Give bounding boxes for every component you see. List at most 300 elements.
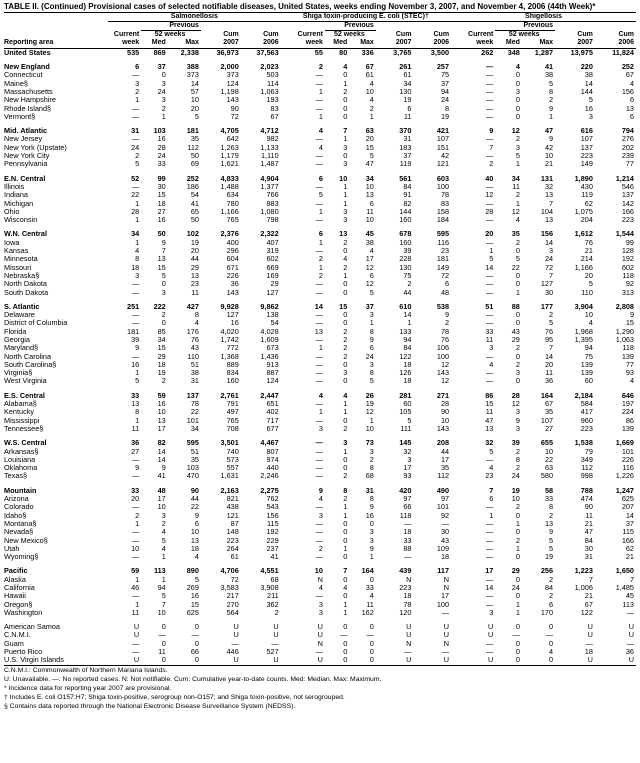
value-cell: —	[158, 631, 166, 640]
value-cell: 13	[131, 400, 140, 409]
value-cell: 18	[403, 360, 412, 369]
value-cell: —	[486, 600, 494, 609]
reporting-area-cell: Iowa	[4, 238, 20, 247]
value-cell: 1,609	[260, 335, 279, 344]
value-cell: 1	[515, 608, 520, 617]
reporting-area-cell: California	[4, 584, 35, 592]
value-cell: 67	[625, 71, 634, 80]
value-cell: 7	[549, 199, 554, 208]
value-cell: 50	[190, 152, 199, 161]
value-cell: 33	[365, 584, 374, 592]
value-cell: 2	[515, 503, 520, 512]
value-cell: 93	[625, 369, 634, 378]
value-cell: 131	[540, 174, 554, 183]
value-cell: 91	[403, 191, 412, 200]
value-cell: 33	[131, 486, 140, 495]
value-cell: 72	[544, 263, 554, 272]
value-cell: 0	[161, 623, 166, 632]
value-cell: —	[486, 503, 494, 512]
weeks-header: 52 weeks	[508, 31, 540, 39]
value-cell: 90	[440, 408, 450, 417]
value-cell: 130	[399, 263, 412, 272]
value-cell: 67	[584, 600, 593, 609]
value-cell: 0	[515, 96, 520, 105]
value-cell: 33	[544, 495, 554, 504]
value-cell: 0	[515, 553, 520, 562]
value-cell: 740	[226, 447, 239, 456]
reporting-area-cell: New England	[4, 63, 50, 72]
value-cell: 156	[540, 230, 554, 239]
value-cell: 427	[186, 302, 199, 311]
value-cell: U	[108, 656, 141, 665]
value-cell: 1	[135, 369, 140, 378]
value-cell: 5	[549, 536, 554, 545]
value-cell: 1,063	[615, 335, 634, 344]
value-cell: 115	[622, 528, 634, 537]
value-cell: 1	[369, 112, 374, 121]
value-cell: 84	[403, 182, 412, 191]
value-cell: 8	[369, 464, 374, 473]
value-cell: 1,006	[574, 584, 593, 592]
value-cell: U	[273, 623, 279, 632]
value-cell: 1	[135, 519, 140, 528]
value-cell: 1	[343, 400, 348, 409]
value-cell: —	[131, 553, 140, 562]
value-cell: 362	[266, 600, 279, 609]
value-cell: 27	[544, 424, 554, 433]
table-row	[4, 361, 636, 369]
value-cell: U	[406, 631, 412, 640]
value-cell: —	[486, 319, 494, 328]
value-cell: 128	[621, 247, 634, 256]
value-cell: 76	[584, 238, 593, 247]
value-cell: 2,808	[615, 302, 634, 311]
value-cell: 75	[403, 271, 412, 280]
table-row	[4, 344, 636, 352]
value-cell: 39	[511, 439, 520, 448]
value-cell: 77	[625, 160, 634, 169]
value-cell: U	[628, 631, 634, 640]
value-cell: 192	[621, 255, 634, 264]
value-cell: 15	[157, 344, 166, 353]
value-cell: 32	[485, 439, 494, 448]
value-cell: —	[486, 216, 494, 225]
table-row	[4, 80, 636, 88]
value-cell: 16	[584, 104, 593, 113]
value-cell: 3	[549, 247, 554, 256]
table-row	[4, 353, 636, 361]
value-cell: —	[131, 135, 140, 144]
value-cell: 438	[226, 503, 239, 512]
value-cell: 130	[399, 87, 412, 96]
value-cell: 602	[266, 255, 279, 264]
value-cell: 1,198	[220, 87, 239, 96]
value-cell: 72	[230, 575, 239, 584]
value-cell: 36	[544, 377, 554, 386]
previous-header: Previous	[495, 21, 555, 30]
value-cell: 92	[625, 280, 634, 289]
value-cell: 124	[226, 79, 239, 88]
value-cell: 497	[226, 408, 239, 417]
value-cell: 118	[399, 511, 412, 520]
reporting-area-cell: Indiana	[4, 191, 28, 200]
value-cell: U	[488, 631, 494, 640]
value-cell: 2	[135, 87, 140, 96]
value-cell: 1	[369, 416, 374, 425]
value-cell: 762	[266, 495, 279, 504]
value-cell: 86	[625, 416, 634, 425]
value-cell: 127	[266, 288, 279, 297]
value-cell: 1	[515, 544, 520, 553]
value-cell: 402	[266, 408, 279, 417]
table-row	[4, 425, 636, 433]
value-cell: 9	[549, 135, 554, 144]
table-row	[4, 631, 636, 639]
value-cell: 5	[515, 152, 520, 161]
value-cell: 1	[135, 600, 140, 609]
value-cell: —	[545, 631, 554, 640]
table-row	[4, 495, 636, 503]
value-cell: 29	[190, 263, 199, 272]
value-cell: 9	[445, 311, 450, 320]
value-cell: 193	[266, 96, 279, 105]
value-cell: U	[233, 631, 239, 640]
value-cell: —	[315, 377, 323, 386]
value-cell: 23	[485, 472, 494, 481]
value-cell: 834	[226, 369, 239, 378]
value-cell: 3,904	[574, 302, 593, 311]
value-cell: 20	[190, 247, 199, 256]
value-cell: 13	[544, 216, 554, 225]
value-cell: 604	[226, 255, 239, 264]
value-cell: 21	[544, 160, 554, 169]
value-cell: 10	[365, 182, 374, 191]
value-cell: 101	[436, 503, 450, 512]
value-cell: —	[486, 519, 494, 528]
value-cell: —	[315, 96, 323, 105]
value-cell: 47	[544, 127, 554, 136]
value-cell: 211	[267, 592, 279, 601]
value-cell: 10	[440, 416, 450, 425]
value-cell: 11	[158, 648, 166, 657]
value-cell: 50	[157, 230, 166, 239]
cum-header: Cum	[263, 30, 279, 38]
value-cell: 9	[489, 127, 494, 136]
value-cell: —	[486, 199, 494, 208]
value-cell: 4	[343, 63, 348, 72]
reporting-area-cell: South Carolina§	[4, 360, 57, 369]
value-cell: 1	[135, 416, 140, 425]
value-cell: 1,377	[260, 182, 279, 191]
value-cell: 791	[226, 400, 239, 409]
table-row	[4, 656, 636, 665]
table-row	[4, 280, 636, 288]
value-cell: 39	[131, 335, 140, 344]
value-cell: 5	[161, 536, 166, 545]
value-cell: 2,761	[220, 391, 239, 400]
value-cell: 1,223	[574, 567, 593, 576]
value-cell: 5	[369, 377, 374, 386]
value-cell: 3	[515, 369, 520, 378]
value-cell: 17	[365, 255, 374, 264]
value-cell: 1	[343, 608, 348, 617]
year-2007-header: 2007	[376, 39, 414, 48]
value-cell: U	[587, 631, 593, 640]
value-cell: 2	[549, 592, 554, 601]
value-cell: 6	[135, 63, 140, 72]
value-cell: 94	[440, 87, 450, 96]
value-cell: 0	[343, 247, 348, 256]
value-cell: 0	[343, 553, 348, 562]
value-cell: 913	[266, 360, 279, 369]
table-row	[4, 239, 636, 247]
value-cell: 262	[481, 48, 494, 57]
value-cell: 2	[318, 63, 323, 72]
value-cell: —	[486, 135, 494, 144]
value-cell: 12	[365, 408, 374, 417]
value-cell: 0	[343, 528, 348, 537]
value-cell: 164	[361, 567, 374, 576]
value-cell: 252	[186, 174, 199, 183]
value-cell: 2,000	[220, 63, 239, 72]
value-cell: 535	[127, 48, 140, 57]
value-cell: 62	[584, 199, 593, 208]
value-cell: 105	[399, 408, 412, 417]
value-cell: 1,247	[615, 486, 634, 495]
value-cell: 107	[580, 135, 593, 144]
value-cell: 4	[489, 360, 494, 369]
value-cell: 10	[511, 495, 520, 504]
table-row	[4, 472, 636, 480]
value-cell: 3	[369, 311, 374, 320]
value-cell: 1,650	[615, 567, 634, 576]
table-row	[4, 417, 636, 425]
value-cell: 3,501	[220, 439, 239, 448]
value-cell: —	[315, 553, 323, 562]
value-cell: 1	[343, 271, 348, 280]
value-cell: 11	[366, 600, 374, 609]
value-cell: 116	[437, 238, 450, 247]
table-row	[4, 200, 636, 208]
value-cell: 99	[157, 174, 166, 183]
value-cell: 349	[580, 455, 593, 464]
value-cell: 15	[190, 600, 199, 609]
value-cell: 2,376	[220, 230, 239, 239]
reporting-area-cell: Delaware	[4, 311, 35, 320]
value-cell: 9,862	[260, 302, 279, 311]
value-cell: —	[131, 592, 140, 601]
value-cell: 4	[629, 79, 634, 88]
value-cell: 2	[515, 447, 520, 456]
value-cell: 1	[135, 96, 140, 105]
current-header: Current	[113, 30, 140, 38]
value-cell: 6	[549, 600, 554, 609]
value-cell: 319	[266, 247, 279, 256]
value-cell: —	[486, 104, 494, 113]
value-cell: 77	[625, 360, 634, 369]
reporting-area-cell: Louisiana	[4, 455, 36, 464]
value-cell: 75	[440, 71, 450, 80]
value-cell: 3	[135, 79, 140, 88]
value-cell: 51	[190, 360, 199, 369]
value-cell: 164	[540, 391, 554, 400]
value-cell: 192	[266, 528, 279, 537]
value-cell: 0	[515, 377, 520, 386]
value-cell: 183	[399, 143, 412, 152]
value-cell: —	[315, 216, 323, 225]
value-cell: 24	[511, 584, 520, 592]
value-cell: 37	[440, 79, 450, 88]
value-cell: 181	[186, 127, 199, 136]
value-cell: 2,447	[260, 391, 279, 400]
value-cell: 21	[625, 553, 634, 562]
value-cell: 11	[191, 288, 199, 297]
value-cell: 18	[190, 544, 199, 553]
value-cell: 8	[194, 311, 199, 320]
value-cell: 36,973	[216, 48, 239, 57]
value-cell: 45	[365, 230, 374, 239]
table-row	[4, 144, 636, 152]
table-row	[4, 88, 636, 96]
value-cell: 34	[131, 230, 140, 239]
value-cell: 17	[157, 495, 166, 504]
value-cell: 68	[270, 575, 279, 584]
value-cell: 3	[515, 408, 520, 417]
week-header: week	[451, 39, 495, 48]
value-cell: 224	[621, 408, 634, 417]
reporting-area-cell: Wyoming§	[4, 553, 39, 562]
reporting-area-cell: Maryland§	[4, 344, 39, 353]
reporting-area-cell: American Samoa	[4, 623, 60, 632]
value-cell: 18	[403, 377, 412, 386]
value-cell: 0	[161, 639, 166, 648]
value-cell: 30	[157, 182, 166, 191]
value-cell: 2	[343, 424, 348, 433]
value-cell: 4	[194, 319, 199, 328]
value-cell: N	[317, 575, 323, 584]
value-cell: 0	[161, 319, 166, 328]
value-cell: 143	[226, 288, 239, 297]
value-cell: 1	[343, 600, 348, 609]
table-row	[4, 648, 636, 656]
value-cell: 60	[403, 400, 412, 409]
value-cell: 48	[440, 288, 450, 297]
value-cell: 9	[161, 464, 166, 473]
value-cell: 3,583	[220, 584, 239, 592]
value-cell: 11,824	[612, 48, 634, 57]
value-cell: 35	[440, 464, 450, 473]
value-cell: 1,287	[534, 48, 554, 57]
value-cell: —	[315, 464, 323, 473]
reporting-area-cell: North Carolina	[4, 352, 52, 361]
table-row	[4, 584, 636, 592]
value-cell: 1,226	[615, 472, 634, 481]
value-cell: 14	[157, 447, 166, 456]
value-cell: 2	[161, 311, 166, 320]
value-cell: 5	[135, 160, 140, 169]
value-cell: 90	[190, 486, 199, 495]
table-row	[4, 255, 636, 263]
value-cell: 2,163	[220, 486, 239, 495]
value-cell: 543	[266, 503, 279, 512]
value-cell: 1	[343, 511, 348, 520]
value-cell: 13	[544, 191, 554, 200]
value-cell: 78	[403, 600, 412, 609]
value-cell: 1	[135, 199, 140, 208]
value-cell: 9	[194, 511, 199, 520]
value-cell: 655	[540, 439, 554, 448]
value-cell: 9	[369, 503, 374, 512]
value-cell: 1,179	[220, 152, 239, 161]
value-cell: —	[315, 369, 323, 378]
value-cell: 24	[365, 352, 374, 361]
value-cell: 13	[157, 416, 166, 425]
value-cell: 420	[399, 486, 412, 495]
value-cell: 51	[190, 447, 199, 456]
value-cell: 1	[489, 511, 494, 520]
value-cell: 115	[267, 519, 279, 528]
value-cell: 0	[515, 247, 520, 256]
value-cell: 1	[318, 87, 323, 96]
value-cell: —	[315, 536, 323, 545]
value-cell: —	[131, 352, 140, 361]
value-cell: 798	[266, 216, 279, 225]
value-cell: 9	[515, 416, 520, 425]
value-cell: 61	[230, 553, 239, 562]
reporting-area-cell: Minnesota	[4, 255, 38, 264]
value-cell: 1,063	[260, 87, 279, 96]
value-cell: 7	[343, 127, 348, 136]
value-cell: 3	[318, 600, 323, 609]
value-cell: 92	[440, 511, 450, 520]
value-cell: 37	[403, 152, 412, 161]
reporting-area-cell: Montana§	[4, 519, 37, 528]
value-cell: 2	[549, 511, 554, 520]
reporting-area-cell: Ohio	[4, 207, 20, 216]
value-cell: 51	[485, 302, 494, 311]
value-cell: 5	[135, 377, 140, 386]
value-cell: 610	[399, 302, 412, 311]
value-cell: 0	[549, 623, 554, 632]
value-cell: 5	[318, 191, 323, 200]
value-cell: 9	[629, 311, 634, 320]
value-cell: 22	[131, 191, 140, 200]
value-cell: 0	[349, 656, 376, 665]
value-cell: 264	[226, 544, 239, 553]
value-cell: 18	[403, 592, 412, 601]
value-cell: 34	[403, 79, 412, 88]
value-cell: 4	[343, 255, 348, 264]
value-cell: 226	[621, 455, 634, 464]
value-cell: 166	[621, 207, 634, 216]
value-cell: 156	[266, 511, 279, 520]
value-cell: 119	[581, 191, 593, 200]
value-cell: 1	[369, 319, 374, 328]
value-cell: 2	[135, 152, 140, 161]
value-cell: 9	[135, 344, 140, 353]
value-cell: 2	[369, 455, 374, 464]
value-cell: 48	[157, 486, 166, 495]
value-cell: —	[315, 416, 323, 425]
value-cell: 17	[440, 455, 450, 464]
value-cell: 1,075	[574, 207, 593, 216]
value-cell: 43	[190, 344, 199, 353]
value-cell: 12	[440, 377, 450, 386]
value-cell: 207	[621, 503, 634, 512]
value-cell: 12	[365, 280, 374, 289]
value-cell: 6	[445, 280, 450, 289]
value-cell: —	[315, 319, 323, 328]
